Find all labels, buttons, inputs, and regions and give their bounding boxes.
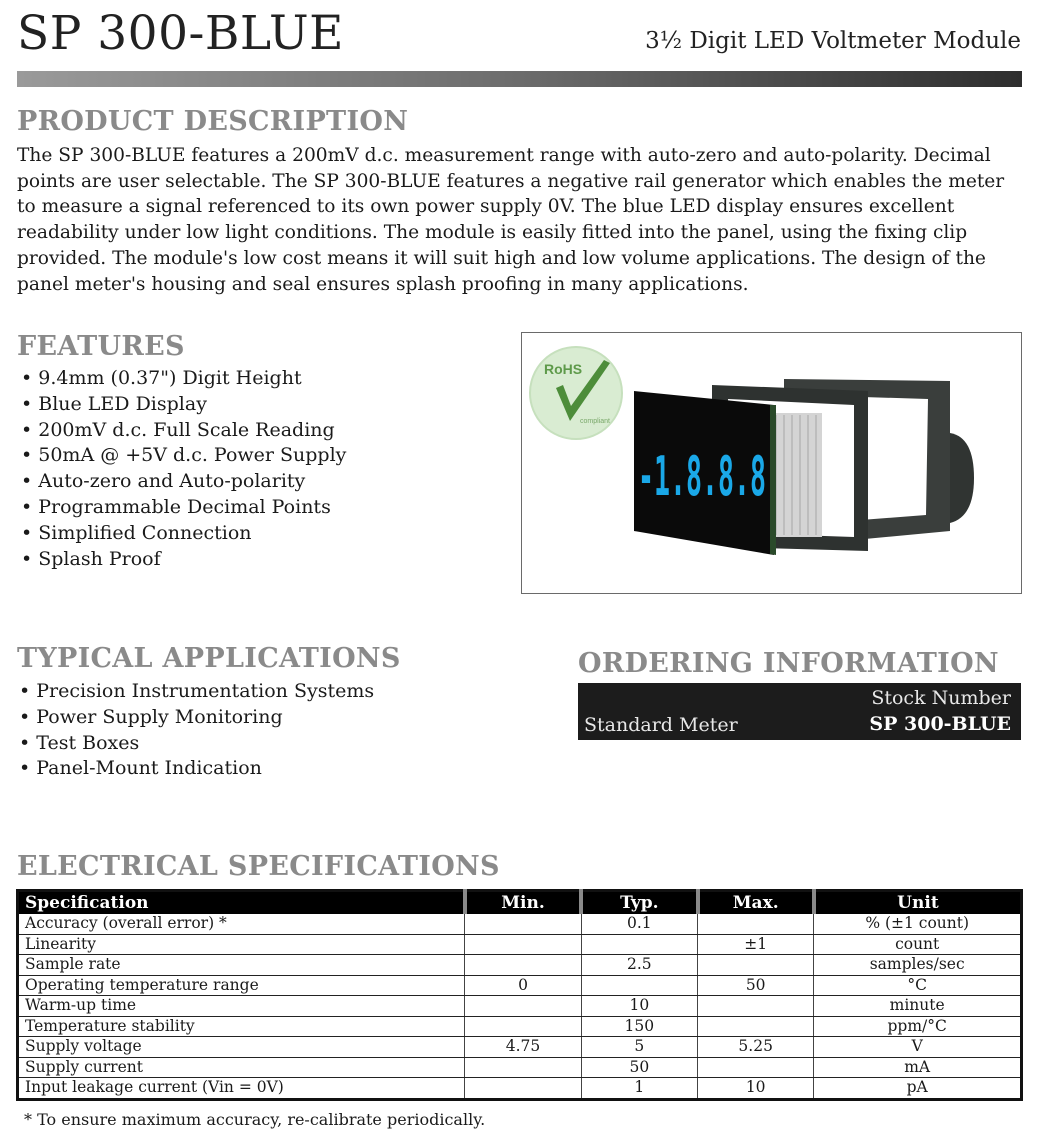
table-row	[18, 1037, 1022, 1058]
feature-item: • Blue LED Display	[21, 392, 346, 418]
table-cell: °C	[814, 975, 1022, 996]
table-cell: % (±1 count)	[814, 914, 1022, 934]
table-row	[18, 914, 1022, 934]
feature-item: • Programmable Decimal Points	[21, 495, 346, 521]
applications-list	[19, 679, 374, 782]
table-row	[18, 975, 1022, 996]
table-cell	[465, 1078, 581, 1100]
feature-item: • Simplified Connection	[21, 521, 346, 547]
ordering-heading: ORDERING INFORMATION	[578, 648, 999, 679]
feature-item: • 9.4mm (0.37") Digit Height	[21, 366, 346, 392]
table-cell	[465, 1057, 581, 1078]
column-header: Max.	[698, 891, 814, 915]
header-rule	[17, 71, 1022, 87]
table-cell: mA	[814, 1057, 1022, 1078]
table-cell: samples/sec	[814, 955, 1022, 976]
table-cell: Warm-up time	[18, 996, 465, 1017]
column-header: Unit	[814, 891, 1022, 915]
display-reading: -1.8.8.8	[638, 445, 766, 508]
table-cell	[698, 1016, 814, 1037]
table-cell: pA	[814, 1078, 1022, 1100]
table-row	[18, 955, 1022, 976]
standard-meter-label: Standard Meter	[584, 714, 738, 736]
table-cell	[698, 914, 814, 934]
column-header: Typ.	[581, 891, 697, 915]
product-title: SP 300-BLUE	[17, 6, 344, 61]
table-row	[18, 1016, 1022, 1037]
table-cell: 10	[698, 1078, 814, 1100]
application-item: • Panel-Mount Indication	[19, 756, 374, 782]
specs-table	[16, 889, 1023, 1101]
feature-item: • 50mA @ +5V d.c. Power Supply	[21, 443, 346, 469]
feature-item: • Splash Proof	[21, 547, 346, 573]
application-item: • Power Supply Monitoring	[19, 705, 374, 731]
description-heading: PRODUCT DESCRIPTION	[17, 106, 409, 137]
features-list	[21, 366, 346, 572]
product-photo	[521, 332, 1022, 594]
table-cell: 1	[581, 1078, 697, 1100]
column-header: Min.	[465, 891, 581, 915]
table-cell: Supply current	[18, 1057, 465, 1078]
table-cell	[465, 1016, 581, 1037]
feature-item: • 200mV d.c. Full Scale Reading	[21, 418, 346, 444]
table-cell	[581, 934, 697, 955]
table-cell: Accuracy (overall error) *	[18, 914, 465, 934]
table-cell: 50	[698, 975, 814, 996]
table-cell: 150	[581, 1016, 697, 1037]
part-number: SP 300-BLUE	[869, 713, 1011, 735]
specs-header-row	[18, 891, 1022, 915]
table-cell: V	[814, 1037, 1022, 1058]
table-cell: 50	[581, 1057, 697, 1078]
table-cell: 0	[465, 975, 581, 996]
table-cell: Sample rate	[18, 955, 465, 976]
table-cell: Operating temperature range	[18, 975, 465, 996]
table-row	[18, 1078, 1022, 1100]
features-heading: FEATURES	[17, 331, 185, 362]
rohs-sub-label: compliant	[580, 418, 610, 425]
rohs-label: RoHS	[544, 361, 583, 377]
table-cell: 5.25	[698, 1037, 814, 1058]
table-row	[18, 1057, 1022, 1078]
table-cell: Supply voltage	[18, 1037, 465, 1058]
product-subtitle: 3½ Digit LED Voltmeter Module	[645, 28, 1021, 54]
table-cell: Linearity	[18, 934, 465, 955]
applications-heading: TYPICAL APPLICATIONS	[17, 643, 401, 674]
table-cell: count	[814, 934, 1022, 955]
table-cell: minute	[814, 996, 1022, 1017]
table-cell	[465, 934, 581, 955]
column-header: Specification	[18, 891, 465, 915]
rohs-badge-icon	[530, 347, 622, 439]
table-cell	[465, 914, 581, 934]
table-cell	[698, 955, 814, 976]
table-cell: 2.5	[581, 955, 697, 976]
feature-item: • Auto-zero and Auto-polarity	[21, 469, 346, 495]
table-cell	[698, 1057, 814, 1078]
ordering-box	[578, 683, 1021, 740]
table-cell	[698, 996, 814, 1017]
table-cell: ±1	[698, 934, 814, 955]
led-display-module-icon	[634, 391, 776, 555]
table-cell: 10	[581, 996, 697, 1017]
specs-footnote: * To ensure maximum accuracy, re-calibrate periodically.	[24, 1110, 486, 1129]
application-item: • Precision Instrumentation Systems	[19, 679, 374, 705]
table-cell: 5	[581, 1037, 697, 1058]
table-row	[18, 996, 1022, 1017]
table-cell	[465, 955, 581, 976]
table-cell	[465, 996, 581, 1017]
table-cell	[581, 975, 697, 996]
stock-number-label: Stock Number	[871, 687, 1011, 709]
table-cell: 4.75	[465, 1037, 581, 1058]
application-item: • Test Boxes	[19, 731, 374, 757]
table-cell: 0.1	[581, 914, 697, 934]
table-cell: ppm/°C	[814, 1016, 1022, 1037]
table-row	[18, 934, 1022, 955]
specs-heading: ELECTRICAL SPECIFICATIONS	[17, 851, 500, 882]
table-cell: Input leakage current (Vin = 0V)	[25, 1078, 284, 1097]
table-cell: Temperature stability	[18, 1016, 465, 1037]
description-text: The SP 300-BLUE features a 200mV d.c. measurement range with auto-zero and auto-polarity. Decimal points are user selectable. The SP 300-BLUE features a negative rail generator which enables the meter to measure a signal referenced to its own power supply 0V. The blue LED display ensures excellent readability under low light conditions. The module is easily fitted into the panel, using the fixing clip provided. The module's low cost means it will suit high and low volume applications. The design of the panel meter's housing and seal ensures splash proofing in many applications.	[17, 145, 1005, 295]
